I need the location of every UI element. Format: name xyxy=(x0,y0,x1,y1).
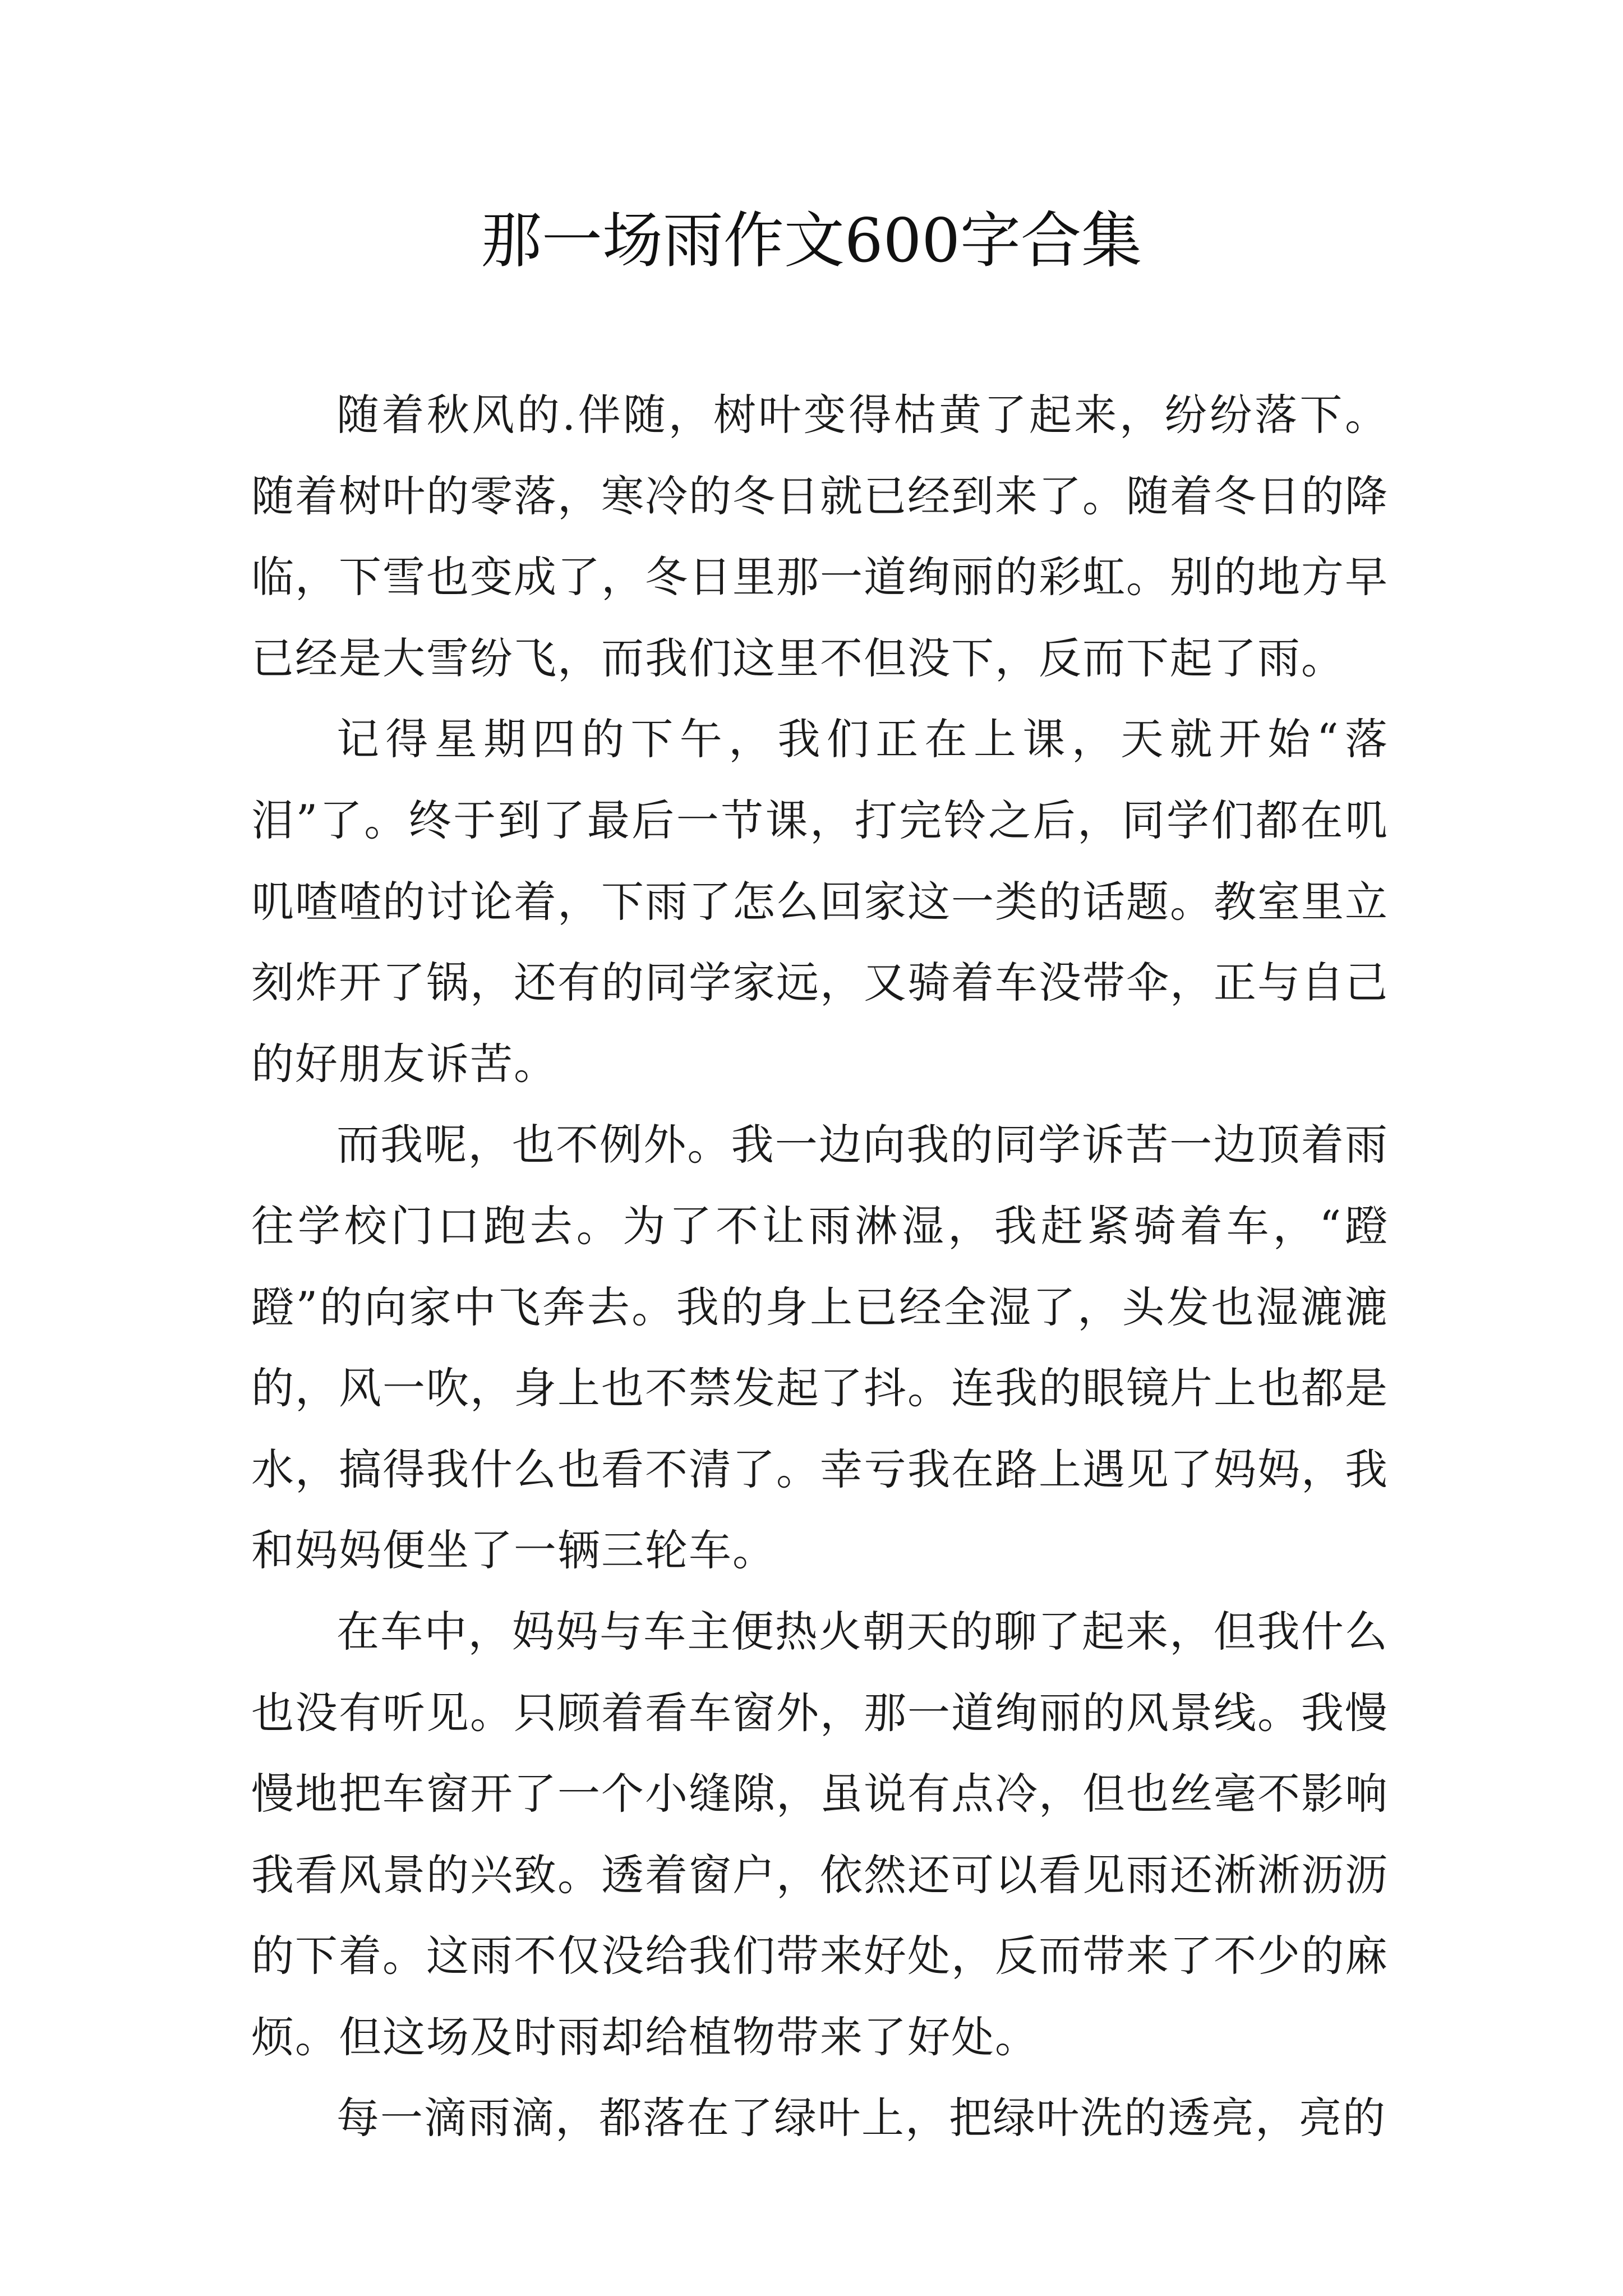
paragraph: 而我呢，也不例外。我一边向我的同学诉苦一边顶着雨往学校门口跑去。为了不让雨淋湿，我赶紧骑着车，“蹬蹬”的向家中飞奔去。我的身上已经全湿了，头发也湿漉漉的，风一吹，身上也不禁发起了抖。连我的眼镜片上也都是水，搞得我什么也看不清了。幸亏我在路上遇见了妈妈，我和妈妈便坐了一辆三轮车。 xyxy=(251,1120,1389,1576)
paragraph: 在车中，妈妈与车主便热火朝天的聊了起来，但我什么也没有听见。只顾着看车窗外，那一道绚丽的风景线。我慢慢地把车窗开了一个小缝隙，虽说有点冷，但也丝毫不影响我看风景的兴致。透着窗户，依然还可以看见雨还淅淅沥沥的下着。这雨不仅没给我们带来好处，反而带来了不少的麻烦。但这场及时雨却给植物带来了好处。 xyxy=(251,1606,1389,2062)
document-title: 那一场雨作文600字合集 xyxy=(481,206,1142,276)
document-body xyxy=(251,375,1389,2159)
paragraph: 随着秋风的.伴随，树叶变得枯黄了起来，纷纷落下。随着树叶的零落，寒冷的冬日就已经到来了。随着冬日的降临，下雪也变成了，冬日里那一道绚丽的彩虹。别的地方早已经是大雪纷飞，而我们这里不但没下，反而下起了雨。 xyxy=(251,390,1389,683)
paragraph: 记得星期四的下午，我们正在上课，天就开始“落泪”了。终于到了最后一节课，打完铃之后，同学们都在叽叽喳喳的讨论着，下雨了怎么回家这一类的话题。教室里立刻炸开了锅，还有的同学家远，又骑着车没带伞，正与自己的好朋友诉苦。 xyxy=(251,714,1389,1089)
paragraph: 每一滴雨滴，都落在了绿叶上，把绿叶洗的透亮，亮的 xyxy=(336,2093,1386,2143)
